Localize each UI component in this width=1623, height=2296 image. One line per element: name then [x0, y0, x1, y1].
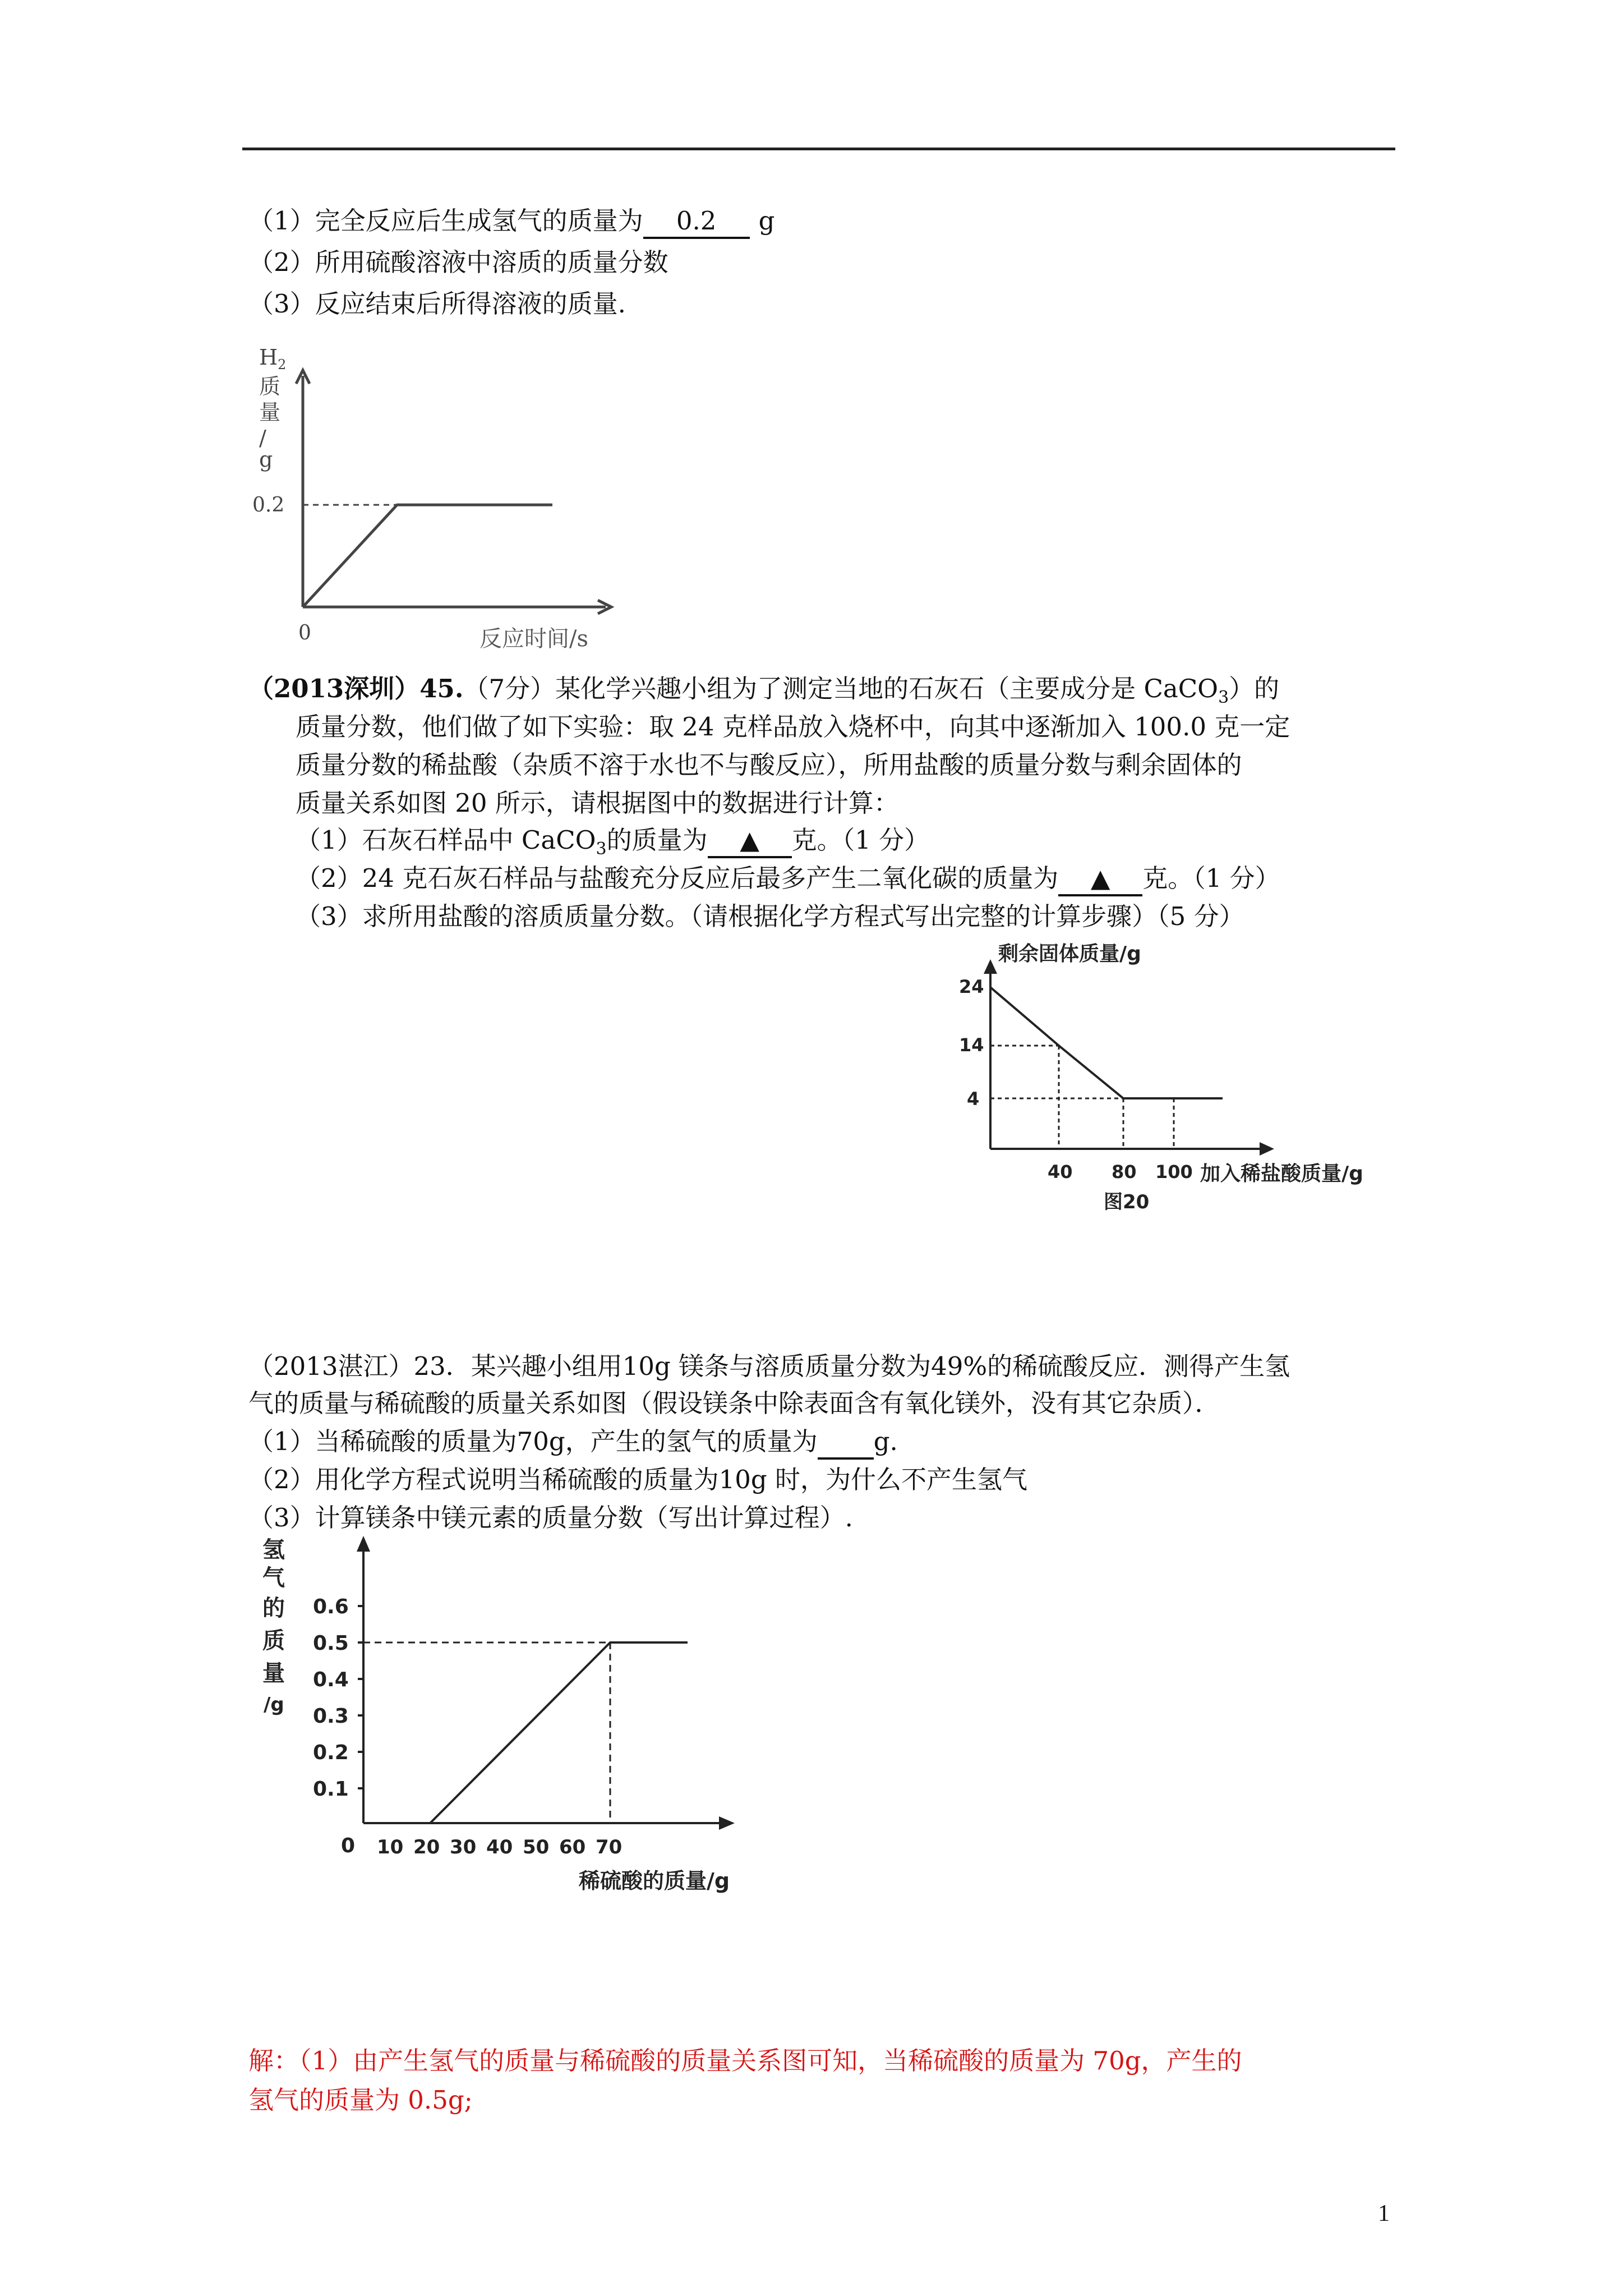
chart3-x-tick: 30 [450, 1836, 477, 1858]
q45-part3: （3）求所用盐酸的溶质质量分数。（请根据化学方程式写出完整的计算步骤）（5 分） [296, 901, 1244, 931]
chart3-x-tick: 60 [559, 1836, 586, 1858]
chart3-ylabel-char: 气 [262, 1565, 285, 1591]
chart1-ylabel-h: $H_2$ [259, 345, 287, 372]
q1-line1: （1）完全反应后生成氢气的质量为 0.2 g [248, 205, 774, 239]
chart1-series-line [303, 505, 552, 607]
q45-part1-blank: ▲ [708, 825, 792, 858]
q23-answer-blank [818, 1426, 874, 1460]
chart3-y-tick: 0.6 [313, 1595, 349, 1618]
chart2-x-tick: 40 [1048, 1161, 1073, 1182]
q45-intro-line1: （2013深圳）45.（7分）某化学兴趣小组为了测定当地的石灰石（主要成分是 CaCO$_3$）的 [248, 674, 1280, 707]
chart1-ylabel-char: 质 [259, 374, 281, 399]
chart3-ylabel-char: 质 [262, 1628, 285, 1654]
chart3-h2-vs-acid [247, 1531, 751, 1913]
chart3-y-tick: 0.5 [313, 1632, 349, 1655]
q45-intro-line4: 质量关系如图 20 所示，请根据图中的数据进行计算： [296, 788, 899, 818]
answer-line2: 氢气的质量为 0.5g; [248, 2085, 473, 2115]
answer-line1: 解：（1）由产生氢气的质量与稀硫酸的质量关系图可知，当稀硫酸的质量为 70g，产生的 [248, 2046, 1242, 2076]
q45-part2: （2）24 克石灰石样品与盐酸充分反应后最多产生二氧化碳的质量为 ▲ 克。（1 分） [296, 863, 1280, 896]
chart3-x-arrow [719, 1816, 735, 1830]
q45-intro-line3: 质量分数的稀盐酸（杂质不溶于水也不与酸反应），所用盐酸的质量分数与剩余固体的 [296, 750, 1242, 780]
chart3-x-tick: 70 [596, 1836, 623, 1858]
page-number: 1 [1378, 2201, 1390, 2226]
q23-line1: （2013湛江）23．某兴趣小组用10g 镁条与溶质质量分数为49%的稀硫酸反应．测得产生氢 [248, 1351, 1290, 1381]
chart2-x-tick: 80 [1112, 1161, 1137, 1182]
chart3-y-tick: 0.1 [313, 1778, 349, 1801]
chart3-x-tick: 20 [413, 1836, 440, 1858]
q23-line3: （1）当稀硫酸的质量为70g，产生的氢气的质量为 g. [248, 1426, 898, 1460]
chart1-ylabel-char: / [259, 426, 266, 450]
q45-header: （2013深圳）45. [248, 674, 464, 703]
q23-line5: （3）计算镁条中镁元素的质量分数（写出计算过程）. [248, 1503, 853, 1533]
chart3-ylabel-char: 氢 [262, 1537, 285, 1563]
chart2-x-tick: 100 [1155, 1161, 1193, 1182]
chart2-y-tick: 14 [959, 1034, 984, 1056]
chart2-x-arrow [1260, 1142, 1274, 1156]
chart3-y-tick: 0.4 [313, 1668, 349, 1691]
q1-line2: （2）所用硫酸溶液中溶质的质量分数 [248, 247, 668, 277]
q45-intro-line2: 质量分数，他们做了如下实验：取 24 克样品放入烧杯中，向其中逐渐加入 100.0 克一定 [296, 712, 1290, 742]
chart1-origin: 0 [298, 622, 311, 645]
chart2-x-label: 加入稀盐酸质量/g [1200, 1162, 1363, 1185]
chart3-y-tick: 0.2 [313, 1741, 349, 1764]
chart2-caption: 图20 [1104, 1191, 1150, 1213]
chart2-series-line [990, 987, 1223, 1098]
chart3-x-tick: 50 [523, 1836, 550, 1858]
chart3-x-label: 稀硫酸的质量/g [579, 1869, 730, 1893]
header-rule [242, 148, 1395, 150]
chart1-y-tick: 0.2 [252, 494, 285, 517]
q23-line2: 气的质量与稀硫酸的质量关系如图（假设镁条中除表面含有氧化镁外，没有其它杂质）． [248, 1388, 1220, 1418]
chart1-x-label: 反应时间/s [479, 626, 589, 652]
chart2-y-tick: 4 [967, 1088, 980, 1110]
chart3-y-arrow [357, 1536, 370, 1552]
q45-part2-blank: ▲ [1058, 863, 1142, 896]
chart2-remaining-solid [942, 931, 1419, 1223]
chart3-y-tick: 0.3 [313, 1705, 349, 1728]
chart3-origin: 0 [341, 1834, 356, 1857]
chart3-ylabel-char: /g [264, 1694, 284, 1716]
chart1-ylabel-char: 量 [259, 400, 281, 425]
q23-line4: （2）用化学方程式说明当稀硫酸的质量为10g 时，为什么不产生氢气 [248, 1465, 1028, 1494]
chart3-x-tick: 10 [377, 1836, 404, 1858]
chart3-series-line [430, 1642, 688, 1823]
chart1-ylabel-char: g [259, 447, 273, 472]
q1-answer-blank: 0.2 [643, 205, 750, 239]
q45-part1: （1）石灰石样品中 CaCO$_3$的质量为 ▲ 克。（1 分） [296, 825, 930, 859]
q1-line3: （3）反应结束后所得溶液的质量. [248, 289, 626, 319]
chart1-h2-vs-time [247, 337, 628, 662]
chart3-ylabel-char: 的 [262, 1595, 285, 1621]
chart3-x-tick: 40 [486, 1836, 513, 1858]
chart2-y-label: 剩余固体质量/g [998, 942, 1141, 965]
chart2-y-tick: 24 [959, 976, 984, 997]
chart3-ylabel-char: 量 [262, 1660, 285, 1686]
chart2-y-arrow [984, 959, 997, 974]
